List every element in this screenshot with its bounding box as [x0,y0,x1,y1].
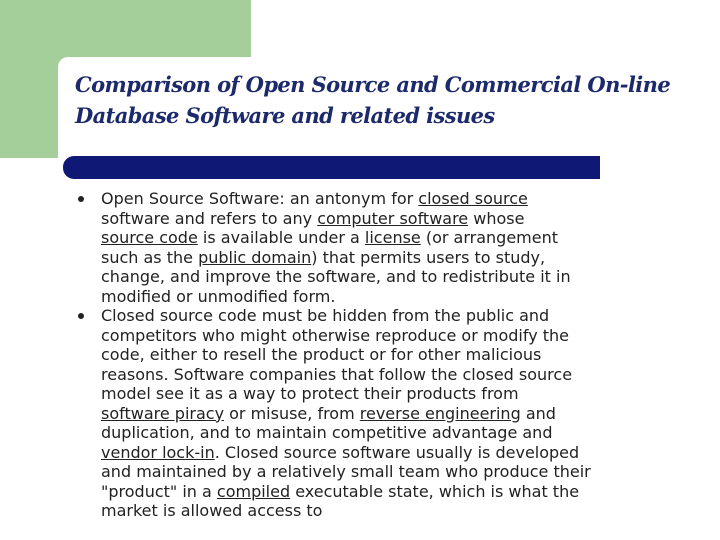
bullet-text-line [101,209,695,229]
text-segment: competitors who might otherwise reproduce or modify the [101,325,570,345]
bullet-text-line [101,365,695,385]
bullet-text-line [101,443,695,463]
text-segment: and maintained by a relatively small team who produce their [101,462,591,481]
hyperlink[interactable]: public domain [198,247,312,267]
hyperlink[interactable]: license [364,228,421,247]
bullet-item [75,189,695,306]
text-segment: "product" in a [101,481,217,501]
bullet-text-line [101,267,695,287]
hyperlink[interactable]: source code [101,228,198,247]
bullet-text-line [101,345,695,365]
text-segment: or misuse, from [224,403,360,423]
text-segment: is available under a [197,228,365,247]
bullet-text-line [101,306,695,326]
bullet-dot-icon [78,196,84,202]
bullet-text-line [101,482,695,502]
hyperlink[interactable]: software piracy [101,403,225,423]
hyperlink[interactable]: reverse engineering [359,403,521,423]
hyperlink[interactable]: computer software [317,208,469,228]
title-divider-bar [63,156,600,179]
bullet-text-line [101,462,695,482]
hyperlink[interactable]: vendor lock-in [101,442,215,462]
text-segment: such as the [101,247,199,267]
text-segment: software and refers to any [101,208,318,228]
bullet-text-line [101,248,695,268]
slide-title [75,69,675,131]
title-line-2: Database Software and related issues [75,103,495,128]
bullet-dot-icon [78,313,84,319]
bullet-text-line [101,404,695,424]
title-line-1: Comparison of Open Source and Commercial On-line [75,72,671,97]
text-segment: Closed source code must be hidden from the public and [101,306,550,325]
bullet-text-line [101,384,695,404]
text-segment: Open Source Software: an antonym for [101,189,419,208]
text-segment: modified or unmodified form. [101,286,336,306]
bullet-list [75,189,695,521]
text-segment: ) that permits users to study, [311,247,546,267]
bullet-text-line [101,501,695,521]
bullet-item [75,306,695,521]
hyperlink[interactable]: closed source [418,189,528,208]
text-segment: whose [468,208,525,228]
text-segment: . Closed source software usually is developed [214,442,580,462]
text-segment: code, either to resell the product or for other malicious [101,345,542,364]
text-segment: market is allowed access to [101,501,323,520]
text-segment: change, and improve the software, and to redistribute it in [101,267,571,286]
bullet-text-line [101,189,695,209]
text-segment: model see it as a way to protect their products from [101,384,519,403]
bullet-text-line [101,228,695,248]
text-segment: duplication, and to maintain competitive advantage and [101,423,553,442]
text-segment: reasons. Software companies that follow the closed source [101,364,573,384]
text-segment: (or arrangement [420,228,559,247]
text-segment: executable state, which is what the [290,481,580,501]
bullet-text-line [101,423,695,443]
hyperlink[interactable]: compiled [216,481,291,501]
bullet-text-line [101,326,695,346]
text-segment: and [520,403,556,423]
bullet-text-line [101,287,695,307]
